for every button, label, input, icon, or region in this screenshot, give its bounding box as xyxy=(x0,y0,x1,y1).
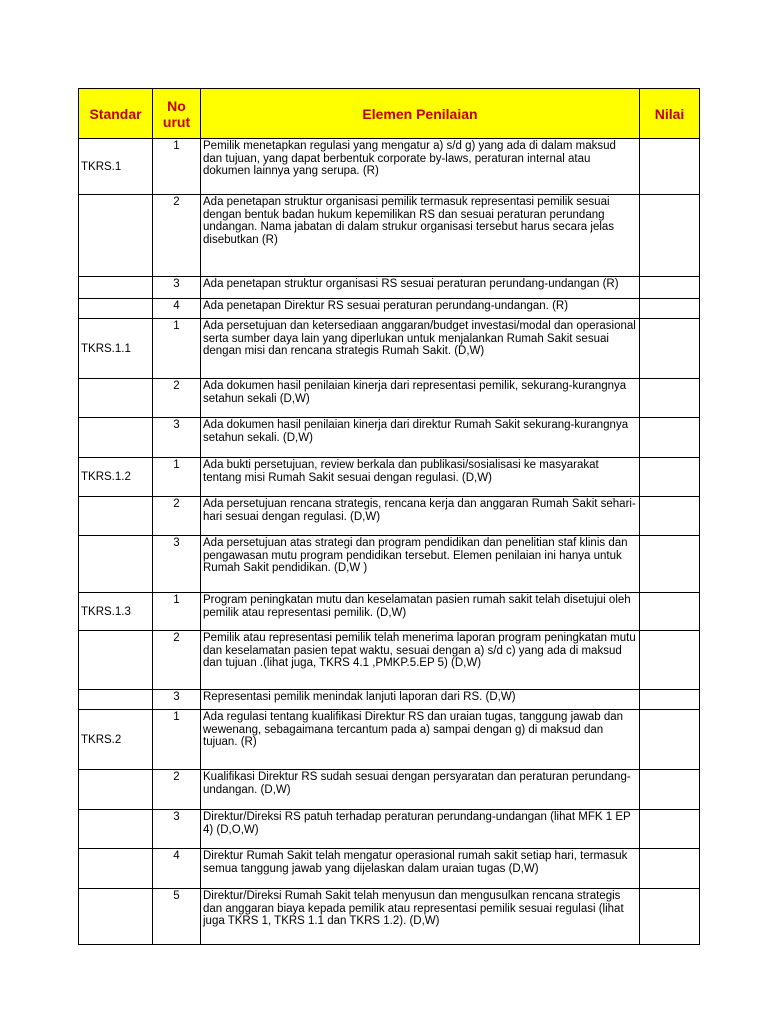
table-row xyxy=(79,319,700,379)
element-cell: Representasi pemilik menindak lanjuti laporan dari RS. (D,W) xyxy=(201,690,640,710)
table-row xyxy=(79,195,700,277)
table-row xyxy=(79,710,700,770)
number-cell: 2 xyxy=(153,770,201,810)
score-cell xyxy=(640,319,700,379)
table-row xyxy=(79,690,700,710)
score-cell xyxy=(640,277,700,299)
score-cell xyxy=(640,770,700,810)
standard-cell: TKRS.2 xyxy=(79,710,153,770)
score-cell xyxy=(640,536,700,593)
table-row xyxy=(79,418,700,458)
score-cell xyxy=(640,139,700,195)
number-cell: 4 xyxy=(153,849,201,889)
standard-cell xyxy=(79,849,153,889)
element-cell: Ada penetapan Direktur RS sesuai peraturan perundang-undangan. (R) xyxy=(201,299,640,319)
number-cell: 1 xyxy=(153,710,201,770)
element-cell: Direktur/Direksi Rumah Sakit telah menyusun dan mengusulkan rencana strategis dan anggaran biaya kepada pemilik atau representasi pemilik sesuai regulasi (lihat juga TKRS 1, TKRS 1.1 dan TKRS 1.2). (D,W) xyxy=(201,889,640,945)
standard-cell xyxy=(79,690,153,710)
standard-cell xyxy=(79,418,153,458)
table-row xyxy=(79,849,700,889)
table-row xyxy=(79,631,700,690)
score-cell xyxy=(640,299,700,319)
element-cell: Pemilik atau representasi pemilik telah menerima laporan program peningkatan mutu dan keselamatan pasien tepat waktu, sesuai dengan a) s/d c) yang ada di maksud dan tujuan .(lihat juga, TKRS 4.1 ,PMKP.5.EP 5) (D,W) xyxy=(201,631,640,690)
standard-cell xyxy=(79,631,153,690)
number-cell: 4 xyxy=(153,299,201,319)
element-cell: Program peningkatan mutu dan keselamatan pasien rumah sakit telah disetujui oleh pemilik atau representasi pemilik. (D,W) xyxy=(201,593,640,631)
table-body xyxy=(79,139,700,945)
standard-cell: TKRS.1.1 xyxy=(79,319,153,379)
number-cell: 3 xyxy=(153,810,201,849)
score-cell xyxy=(640,810,700,849)
standard-cell: TKRS.1 xyxy=(79,139,153,195)
table-row xyxy=(79,889,700,945)
table-row xyxy=(79,379,700,418)
number-cell: 3 xyxy=(153,536,201,593)
standard-cell xyxy=(79,810,153,849)
number-cell: 3 xyxy=(153,690,201,710)
header-no-urut: No urut xyxy=(153,89,201,139)
number-cell: 2 xyxy=(153,631,201,690)
score-cell xyxy=(640,195,700,277)
number-cell: 2 xyxy=(153,379,201,418)
table-row xyxy=(79,593,700,631)
number-cell: 3 xyxy=(153,418,201,458)
score-cell xyxy=(640,379,700,418)
standard-cell xyxy=(79,277,153,299)
number-cell: 1 xyxy=(153,139,201,195)
header-standar: Standar xyxy=(79,89,153,139)
number-cell: 2 xyxy=(153,497,201,536)
number-cell: 1 xyxy=(153,593,201,631)
standard-cell xyxy=(79,536,153,593)
element-cell: Ada penetapan struktur organisasi RS sesuai peraturan perundang-undangan (R) xyxy=(201,277,640,299)
standard-cell xyxy=(79,379,153,418)
standard-cell xyxy=(79,299,153,319)
number-cell: 1 xyxy=(153,319,201,379)
score-cell xyxy=(640,631,700,690)
score-cell xyxy=(640,497,700,536)
standard-cell xyxy=(79,195,153,277)
element-cell: Pemilik menetapkan regulasi yang mengatur a) s/d g) yang ada di dalam maksud dan tujuan, yang dapat berbentuk corporate by-laws, peraturan internal atau dokumen lainnya yang serupa. (R) xyxy=(201,139,640,195)
table-row xyxy=(79,458,700,497)
table-row xyxy=(79,277,700,299)
element-cell: Ada persetujuan dan ketersediaan anggaran/budget investasi/modal dan operasional serta sumber daya lain yang diperlukan untuk menjalankan Rumah Sakit sesuai dengan misi dan rencana strategis Rumah Sakit. (D,W) xyxy=(201,319,640,379)
score-cell xyxy=(640,849,700,889)
score-cell xyxy=(640,593,700,631)
standard-cell xyxy=(79,770,153,810)
element-cell: Ada penetapan struktur organisasi pemilik termasuk representasi pemilik sesuai dengan bentuk badan hukum kepemilikan RS dan sesuai peraturan perundang undangan. Nama jabatan di dalam strukur organisasi tersebut harus secara jelas disebutkan (R) xyxy=(201,195,640,277)
standard-cell: TKRS.1.2 xyxy=(79,458,153,497)
header-elemen-penilaian: Elemen Penilaian xyxy=(201,89,640,139)
standard-cell: TKRS.1.3 xyxy=(79,593,153,631)
table-row xyxy=(79,536,700,593)
element-cell: Ada persetujuan atas strategi dan program pendidikan dan penelitian staf klinis dan pengawasan mutu program pendidikan tersebut. Elemen penilaian ini hanya untuk Rumah Sakit pendidikan. (D,W ) xyxy=(201,536,640,593)
number-cell: 3 xyxy=(153,277,201,299)
element-cell: Kualifikasi Direktur RS sudah sesuai dengan persyaratan dan peraturan perundang-undangan. (D,W) xyxy=(201,770,640,810)
table-row xyxy=(79,299,700,319)
table-row xyxy=(79,810,700,849)
standard-cell xyxy=(79,889,153,945)
score-cell xyxy=(640,418,700,458)
element-cell: Ada persetujuan rencana strategis, rencana kerja dan anggaran Rumah Sakit sehari-hari sesuai dengan regulasi. (D,W) xyxy=(201,497,640,536)
element-cell: Ada regulasi tentang kualifikasi Direktur RS dan uraian tugas, tanggung jawab dan wewenang, sebagaimana tercantum pada a) sampai dengan g) di maksud dan tujuan. (R) xyxy=(201,710,640,770)
element-cell: Ada bukti persetujuan, review berkala dan publikasi/sosialisasi ke masyarakat tentang misi Rumah Sakit sesuai dengan regulasi. (D,W) xyxy=(201,458,640,497)
number-cell: 2 xyxy=(153,195,201,277)
score-cell xyxy=(640,690,700,710)
score-cell xyxy=(640,458,700,497)
score-cell xyxy=(640,889,700,945)
table-row xyxy=(79,139,700,195)
assessment-table xyxy=(78,88,700,945)
table-row xyxy=(79,497,700,536)
number-cell: 1 xyxy=(153,458,201,497)
element-cell: Ada dokumen hasil penilaian kinerja dari representasi pemilik, sekurang-kurangnya setahun sekali (D,W) xyxy=(201,379,640,418)
element-cell: Ada dokumen hasil penilaian kinerja dari direktur Rumah Sakit sekurang-kurangnya setahun sekali. (D,W) xyxy=(201,418,640,458)
element-cell: Direktur/Direksi RS patuh terhadap peraturan perundang-undangan (lihat MFK 1 EP 4) (D,O,W) xyxy=(201,810,640,849)
header-row xyxy=(79,89,700,139)
header-nilai: Nilai xyxy=(640,89,700,139)
element-cell: Direktur Rumah Sakit telah mengatur operasional rumah sakit setiap hari, termasuk semua tanggung jawab yang dijelaskan dalam uraian tugas (D,W) xyxy=(201,849,640,889)
table-row xyxy=(79,770,700,810)
score-cell xyxy=(640,710,700,770)
standard-cell xyxy=(79,497,153,536)
number-cell: 5 xyxy=(153,889,201,945)
